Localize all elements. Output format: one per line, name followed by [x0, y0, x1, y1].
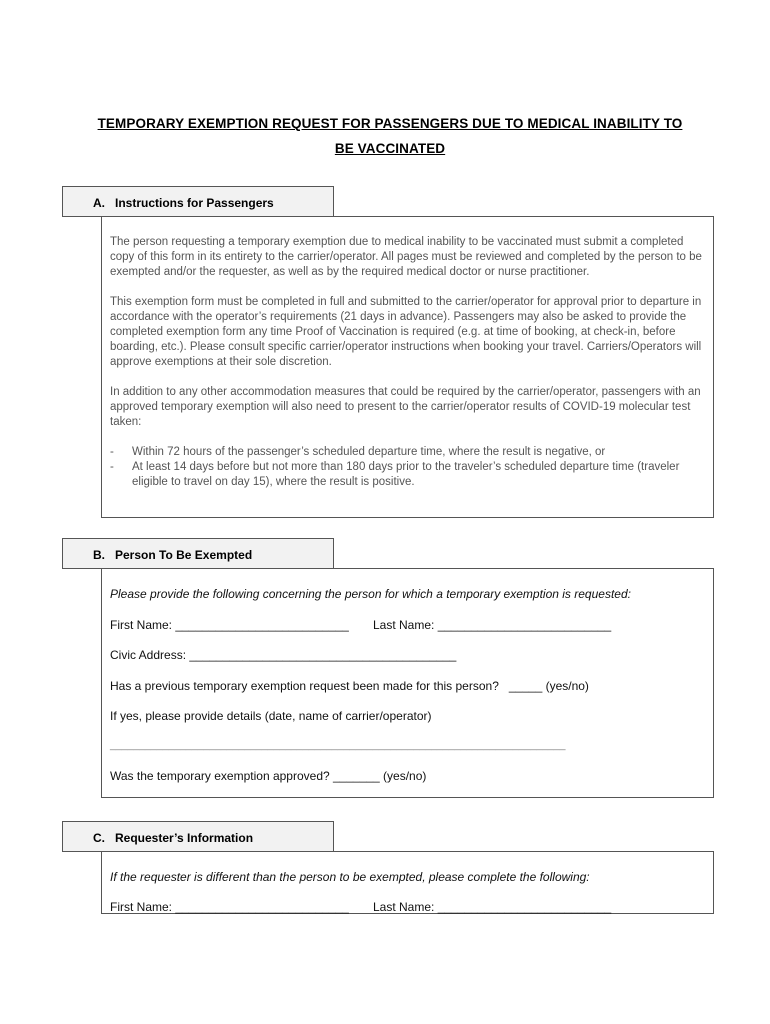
previous-request-field[interactable]: Has a previous temporary exemption request been made for this person? _____ (yes/no) — [110, 679, 589, 693]
section-c-box — [101, 851, 714, 914]
instructions-paragraph-3: In addition to any other accommodation measures that could be required by the carrier/operator, passengers with an approved temporary exemption will also need to present to the carrier/operator results of COVID-19 molecular test taken: — [110, 386, 701, 428]
section-b-heading — [62, 538, 334, 569]
civic-address-field[interactable]: Civic Address: ________________________________________ — [110, 648, 457, 662]
test-requirement-item — [110, 445, 705, 460]
approved-field[interactable]: Was the temporary exemption approved? _______ (yes/no) — [110, 769, 427, 783]
form-title-line-1: TEMPORARY EXEMPTION REQUEST FOR PASSENGERS DUE TO MEDICAL INABILITY TO — [97, 116, 683, 131]
section-c-heading — [62, 821, 334, 852]
test-requirement-item — [110, 460, 705, 490]
last-name-field[interactable]: Last Name: __________________________ — [373, 618, 612, 632]
first-name-field[interactable]: First Name: __________________________ — [110, 618, 349, 632]
requester-intro-text: If the requester is different than the person to be exempted, please complete the following: — [110, 870, 590, 884]
if-yes-label: If yes, please provide details (date, name of carrier/operator) — [110, 709, 432, 723]
section-b-letter: B. — [93, 548, 105, 562]
person-intro-text: Please provide the following concerning the person for which a temporary exemption is requested: — [110, 587, 631, 601]
test-requirement-text: Within 72 hours of the passenger’s scheduled departure time, where the result is negative, or — [132, 446, 606, 458]
details-field[interactable]: ______________________________________________________________________________ — [110, 739, 566, 751]
section-a-letter: A. — [93, 196, 105, 210]
requester-first-name-field[interactable]: First Name: __________________________ — [110, 900, 349, 914]
requester-last-name-field[interactable]: Last Name: __________________________ — [373, 900, 612, 914]
instructions-paragraph-2: This exemption form must be completed in full and submitted to the carrier/operator for approval prior to departure in accordance with the operator’s requirements (21 days in advance). Passengers may also be asked to provide the completed exemption form any time Proof of Vaccination is required (e.g. at time of booking, at check-in, before boarding, etc.). Please consult specific carrier/operator instructions when booking your travel. Carriers/Operators will approve exemptions at their sole discretion. — [110, 296, 702, 368]
section-b-title: Person To Be Exempted — [115, 548, 253, 562]
section-a-box — [101, 216, 714, 518]
bullet-marker: - — [110, 446, 114, 458]
section-a-heading — [62, 186, 334, 217]
section-a-title: Instructions for Passengers — [115, 196, 274, 210]
section-c-letter: C. — [93, 831, 105, 845]
test-requirement-text: At least 14 days before but not more than 180 days prior to the traveler’s scheduled departure time (traveler eligible to travel on day 15), where the result is positive. — [132, 461, 680, 488]
bullet-marker: - — [110, 461, 114, 473]
form-title-line-2: BE VACCINATED — [334, 141, 446, 156]
instructions-paragraph-1: The person requesting a temporary exemption due to medical inability to be vaccinated must submit a completed copy of this form in its entirety to the carrier/operator. All pages must be reviewed and completed by the person to be exempted and/or the requester, as well as by the required medical doctor or nurse practitioner. — [110, 236, 702, 278]
section-b-box — [101, 568, 714, 798]
section-c-title: Requester’s Information — [115, 831, 254, 845]
